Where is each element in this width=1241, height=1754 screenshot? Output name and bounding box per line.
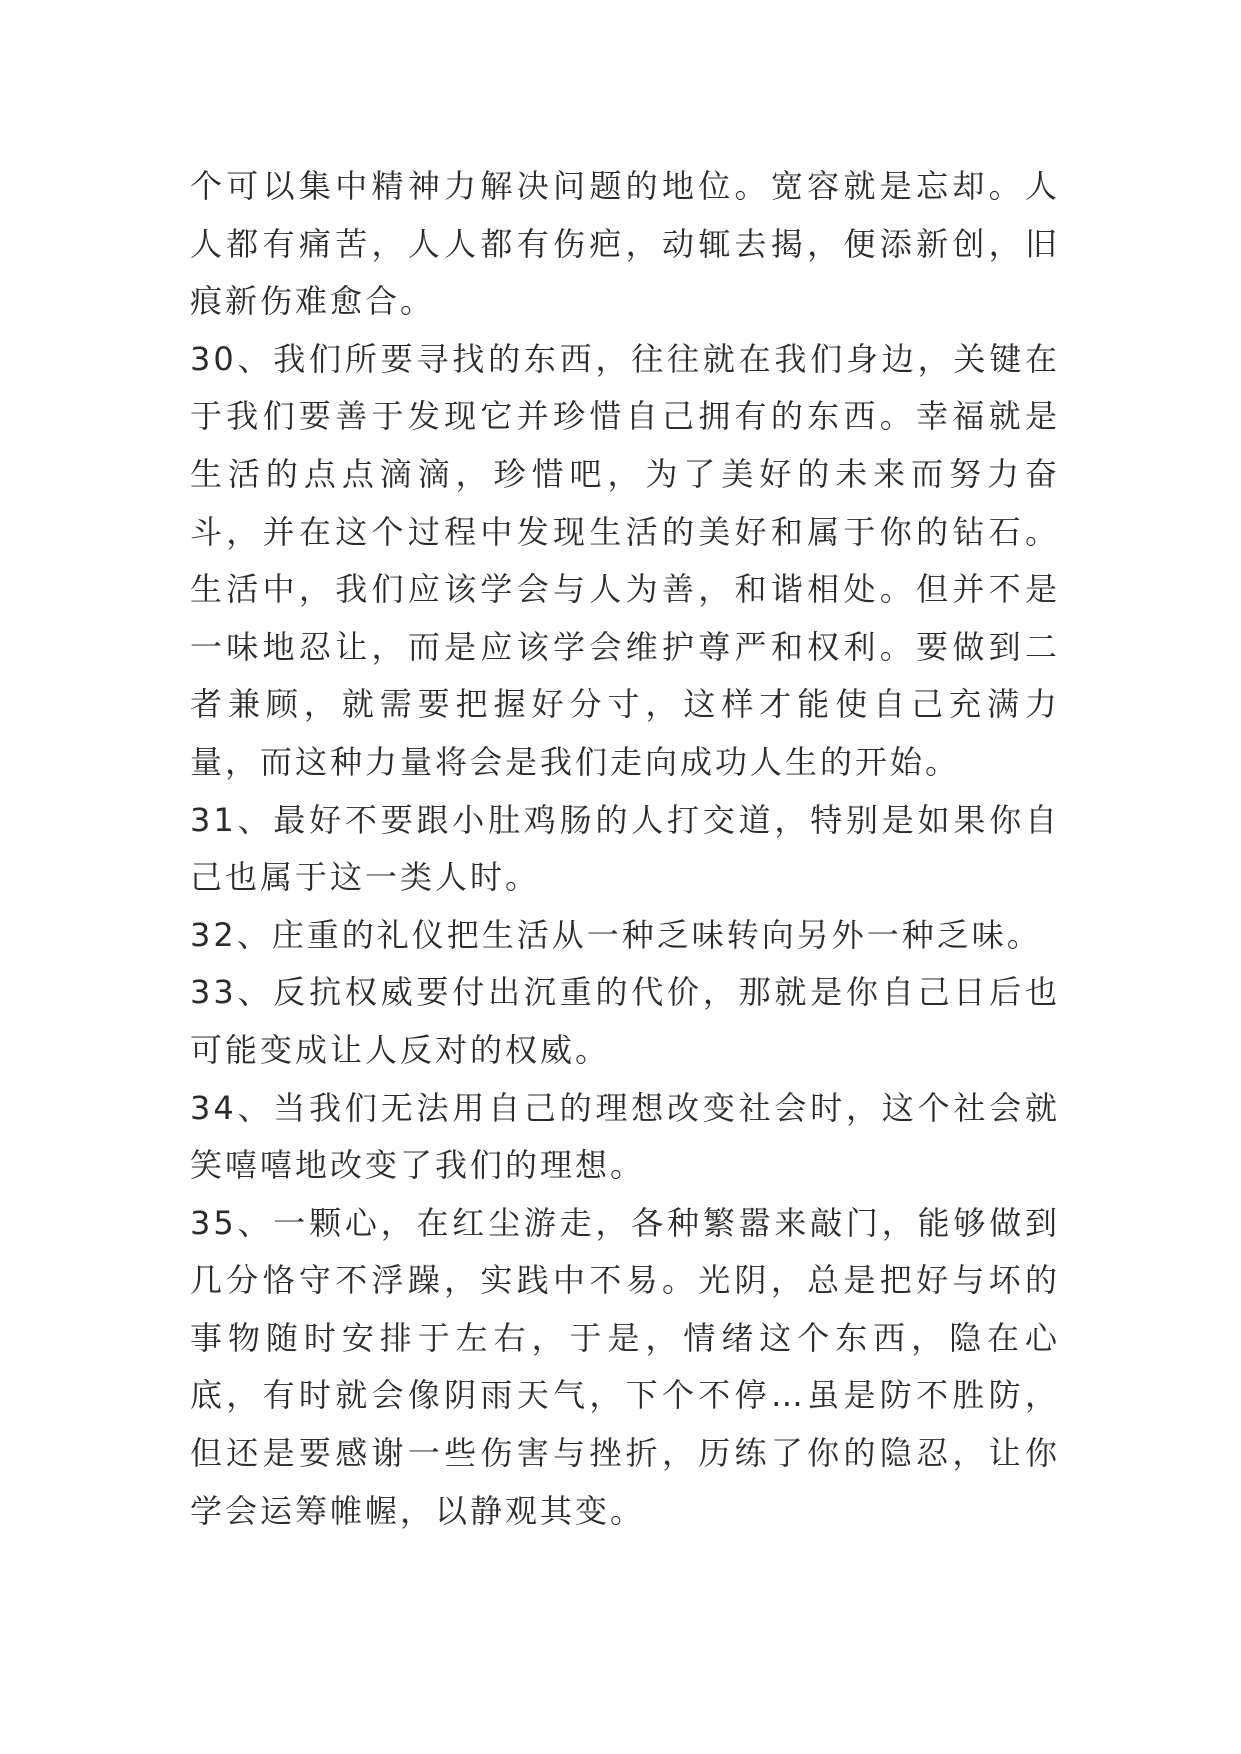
paragraph-continuation: 个可以集中精神力解决问题的地位。宽容就是忘却。人人都有痛苦，人人都有伤疤，动辄去揭，便添新创，旧痕新伤难愈合。 [190, 167, 1060, 321]
paragraph-33: 33、反抗权威要付出沉重的代价，那就是你自己日后也可能变成让人反对的权威。 [190, 973, 1060, 1069]
paragraph-32: 32、庄重的礼仪把生活从一种乏味转向另外一种乏味。 [190, 915, 1042, 954]
paragraph-31: 31、最好不要跟小肚鸡肠的人打交道，特别是如果你自己也属于这一类人时。 [190, 800, 1060, 897]
paragraph-30: 30、我们所要寻找的东西，往往就在我们身边，关键在于我们要善于发现它并珍惜自己拥有的东西。幸福就是生活的点点滴滴，珍惜吧，为了美好的未来而努力奋斗，并在这个过程中发现生活的美好和属于你的钻石。生活中，我们应该学会与人为善，和谐相处。但并不是一味地忍让，而是应该学会维护尊严和权利。要做到二者兼顾，就需要把握好分寸，这样才能使自己充满力量，而这种力量将会是我们走向成功人生的开始。 [190, 339, 1060, 781]
document-body [190, 158, 1060, 1540]
paragraph-35: 35、一颗心，在红尘游走，各种繁嚣来敲门，能够做到几分恪守不浮躁，实践中不易。光阴，总是把好与坏的事物随时安排于左右，于是，情绪这个东西，隐在心底，有时就会像阴雨天气，下个不停…虽是防不胜防，但还是要感谢一些伤害与挫折，历练了你的隐忍，让你学会运筹帷幄，以静观其变。 [190, 1203, 1060, 1530]
paragraph-34: 34、当我们无法用自己的理想改变社会时，这个社会就笑嘻嘻地改变了我们的理想。 [190, 1088, 1060, 1185]
